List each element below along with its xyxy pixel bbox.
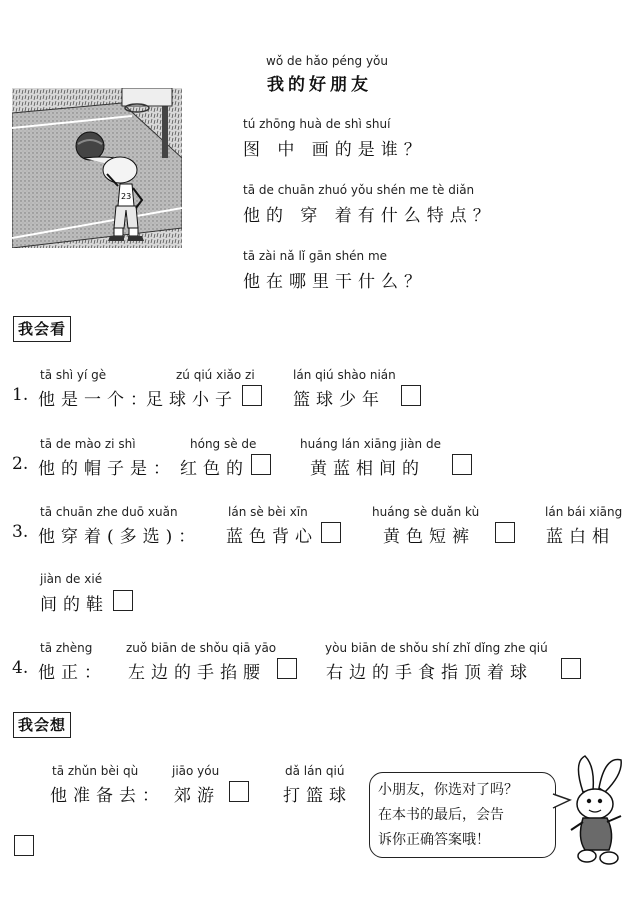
- answer-checkbox[interactable]: [452, 454, 472, 475]
- q4-prefix-pinyin: tā zhèng: [40, 641, 93, 655]
- q5-prefix-pinyin: tā zhǔn bèi qù: [52, 764, 139, 778]
- answer-checkbox[interactable]: [495, 522, 515, 543]
- q5-prefix: 他准备去：: [50, 786, 165, 806]
- option-pinyin: hóng sè de: [190, 437, 257, 451]
- option-label: 打篮球: [283, 786, 352, 806]
- answer-checkbox[interactable]: [251, 454, 271, 475]
- section-title-think: 我会想: [13, 712, 71, 738]
- q1-number: 1.: [12, 385, 29, 405]
- question-text: 他在哪里干什么？: [243, 272, 427, 292]
- answer-checkbox[interactable]: [401, 385, 421, 406]
- answer-checkbox[interactable]: [561, 658, 581, 679]
- option-pinyin: jiāo yóu: [172, 764, 220, 778]
- rabbit-mascot-icon: [565, 752, 633, 870]
- q3-number: 3.: [12, 522, 29, 542]
- bubble-line: 在本书的最后，会告: [378, 807, 504, 823]
- option-pinyin: dǎ lán qiú: [285, 764, 345, 778]
- q4-prefix: 他正：: [38, 663, 107, 683]
- option-pinyin: huáng lán xiāng jiàn de: [300, 437, 441, 451]
- option-label: 郊游: [174, 786, 220, 806]
- q4-number: 4.: [12, 658, 29, 678]
- option-pinyin: lán bái xiāng: [545, 505, 623, 519]
- option-label: 蓝色背心: [226, 527, 318, 547]
- section-title-look: 我会看: [13, 316, 71, 342]
- svg-text:23: 23: [121, 192, 132, 201]
- answer-checkbox[interactable]: [14, 835, 34, 856]
- bubble-line: 诉你正确答案哦！: [378, 832, 490, 848]
- option-pinyin: lán sè bèi xīn: [228, 505, 308, 519]
- option-pinyin: zuǒ biān de shǒu qiā yāo: [126, 641, 277, 655]
- option-pinyin: zú qiú xiǎo zi: [176, 368, 255, 382]
- page-title: 我的好朋友: [267, 75, 372, 95]
- option-label: 蓝白相: [546, 527, 615, 547]
- option-label: 黄色短裤: [383, 527, 475, 547]
- answer-checkbox[interactable]: [277, 658, 297, 679]
- option-pinyin: huáng sè duǎn kù: [372, 505, 480, 519]
- option-label: 足球小子: [146, 390, 238, 410]
- q3-prefix-pinyin: tā chuān zhe duō xuǎn: [40, 505, 178, 519]
- boy-with-basketball-icon: [12, 88, 182, 248]
- q2-prefix: 他的帽子是：: [38, 459, 176, 479]
- q3-prefix: 他穿着(多选)：: [38, 527, 202, 547]
- q1-prefix: 他是一个：: [38, 390, 153, 410]
- option-label: 黄蓝相间的: [310, 459, 425, 479]
- question-pinyin: tā de chuān zhuó yǒu shén me tè diǎn: [243, 183, 475, 197]
- answer-checkbox[interactable]: [242, 385, 262, 406]
- option-label: 间的鞋: [40, 595, 109, 615]
- q2-prefix-pinyin: tā de mào zi shì: [40, 437, 136, 451]
- option-label: 右边的手食指顶着球: [326, 663, 533, 683]
- question-text: 他的 穿 着有什么特点？: [243, 206, 496, 226]
- question-text: 图 中 画的是谁？: [243, 140, 427, 160]
- option-label: 左边的手掐腰: [128, 663, 266, 683]
- option-pinyin: jiàn de xié: [40, 572, 103, 586]
- q2-number: 2.: [12, 454, 29, 474]
- answer-checkbox[interactable]: [229, 781, 249, 802]
- speech-bubble: [369, 772, 556, 858]
- option-pinyin: lán qiú shào nián: [293, 368, 396, 382]
- answer-checkbox[interactable]: [113, 590, 133, 611]
- bubble-line: 小朋友，你选对了吗？: [378, 782, 518, 798]
- question-pinyin: tú zhōng huà de shì shuí: [243, 117, 391, 131]
- question-pinyin: tā zài nǎ lǐ gān shén me: [243, 249, 388, 263]
- title-pinyin: wǒ de hǎo péng yǒu: [266, 54, 388, 68]
- option-label: 篮球少年: [293, 390, 385, 410]
- option-label: 红色的: [180, 459, 249, 479]
- option-pinyin: yòu biān de shǒu shí zhǐ dǐng zhe qiú: [325, 641, 548, 655]
- answer-checkbox[interactable]: [321, 522, 341, 543]
- q1-prefix-pinyin: tā shì yí gè: [40, 368, 107, 382]
